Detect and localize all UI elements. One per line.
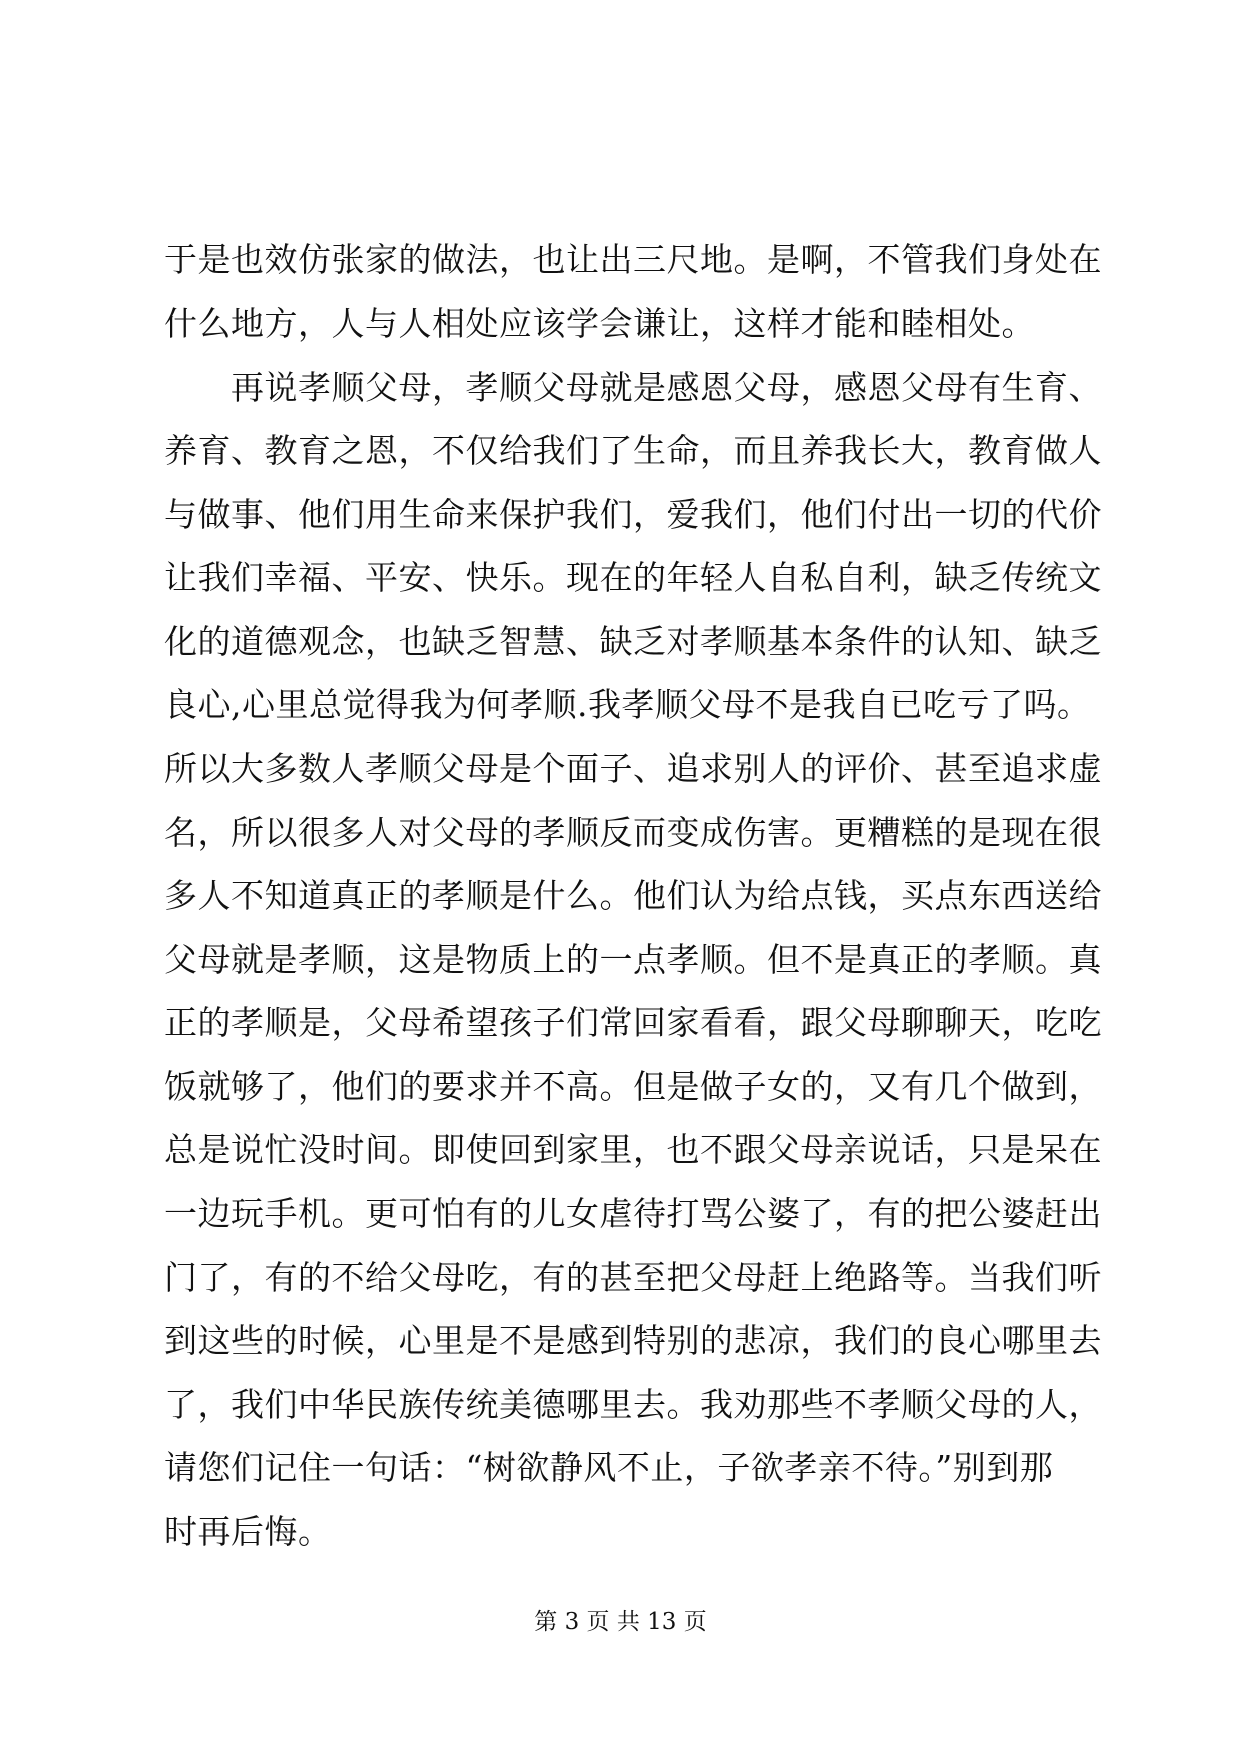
- text-line: 门了，有的不给父母吃，有的甚至把父母赶上绝路等。当我们听: [164, 1258, 1102, 1297]
- text-line: 了，我们中华民族传统美德哪里去。我劝那些不孝顺父母的人，: [164, 1385, 1102, 1424]
- text-line: 名，所以很多人对父母的孝顺反而变成伤害。更糟糕的是现在很: [164, 813, 1102, 852]
- text-line: 请您们记住一句话：“树欲静风不止，子欲孝亲不待。”别到那: [164, 1448, 1054, 1487]
- text-line: 什么地方，人与人相处应该学会谦让，这样才能和睦相处。: [164, 304, 1035, 343]
- text-line: 饭就够了，他们的要求并不高。但是做子女的，又有几个做到，: [164, 1067, 1102, 1106]
- text-line: 正的孝顺是，父母希望孩子们常回家看看，跟父母聊聊天，吃吃: [164, 1003, 1102, 1042]
- text-line: 让我们幸福、平安、快乐。现在的年轻人自私自利，缺乏传统文: [164, 558, 1102, 597]
- text-line: 一边玩手机。更可怕有的儿女虐待打骂公婆了，有的把公婆赶出: [164, 1194, 1102, 1233]
- text-line: 父母就是孝顺，这是物质上的一点孝顺。但不是真正的孝顺。真: [164, 940, 1102, 979]
- text-line: 化的道德观念，也缺乏智慧、缺乏对孝顺基本条件的认知、缺乏: [164, 622, 1102, 661]
- text-line: 时再后悔。: [164, 1512, 332, 1551]
- text-line: 多人不知道真正的孝顺是什么。他们认为给点钱，买点东西送给: [164, 876, 1102, 915]
- text-line: 总是说忙没时间。即使回到家里，也不跟父母亲说话，只是呆在: [164, 1130, 1102, 1169]
- text-line: 到这些的时候，心里是不是感到特别的悲凉，我们的良心哪里去: [164, 1321, 1102, 1360]
- text-line: 良心,心里总觉得我为何孝顺.我孝顺父母不是我自已吃亏了吗。: [164, 685, 1091, 724]
- text-line: 于是也效仿张家的做法，也让出三尺地。是啊，不管我们身处在: [164, 240, 1102, 279]
- page-number-footer: 第 3 页 共 13 页: [534, 1609, 707, 1635]
- text-line: 再说孝顺父母，孝顺父母就是感恩父母，感恩父母有生育、: [164, 368, 1102, 407]
- text-line: 所以大多数人孝顺父母是个面子、追求别人的评价、甚至追求虚: [164, 749, 1102, 788]
- text-line: 养育、教育之恩，不仅给我们了生命，而且养我长大，教育做人: [164, 431, 1102, 470]
- text-line: 与做事、他们用生命来保护我们，爱我们，他们付出一切的代价: [164, 495, 1102, 534]
